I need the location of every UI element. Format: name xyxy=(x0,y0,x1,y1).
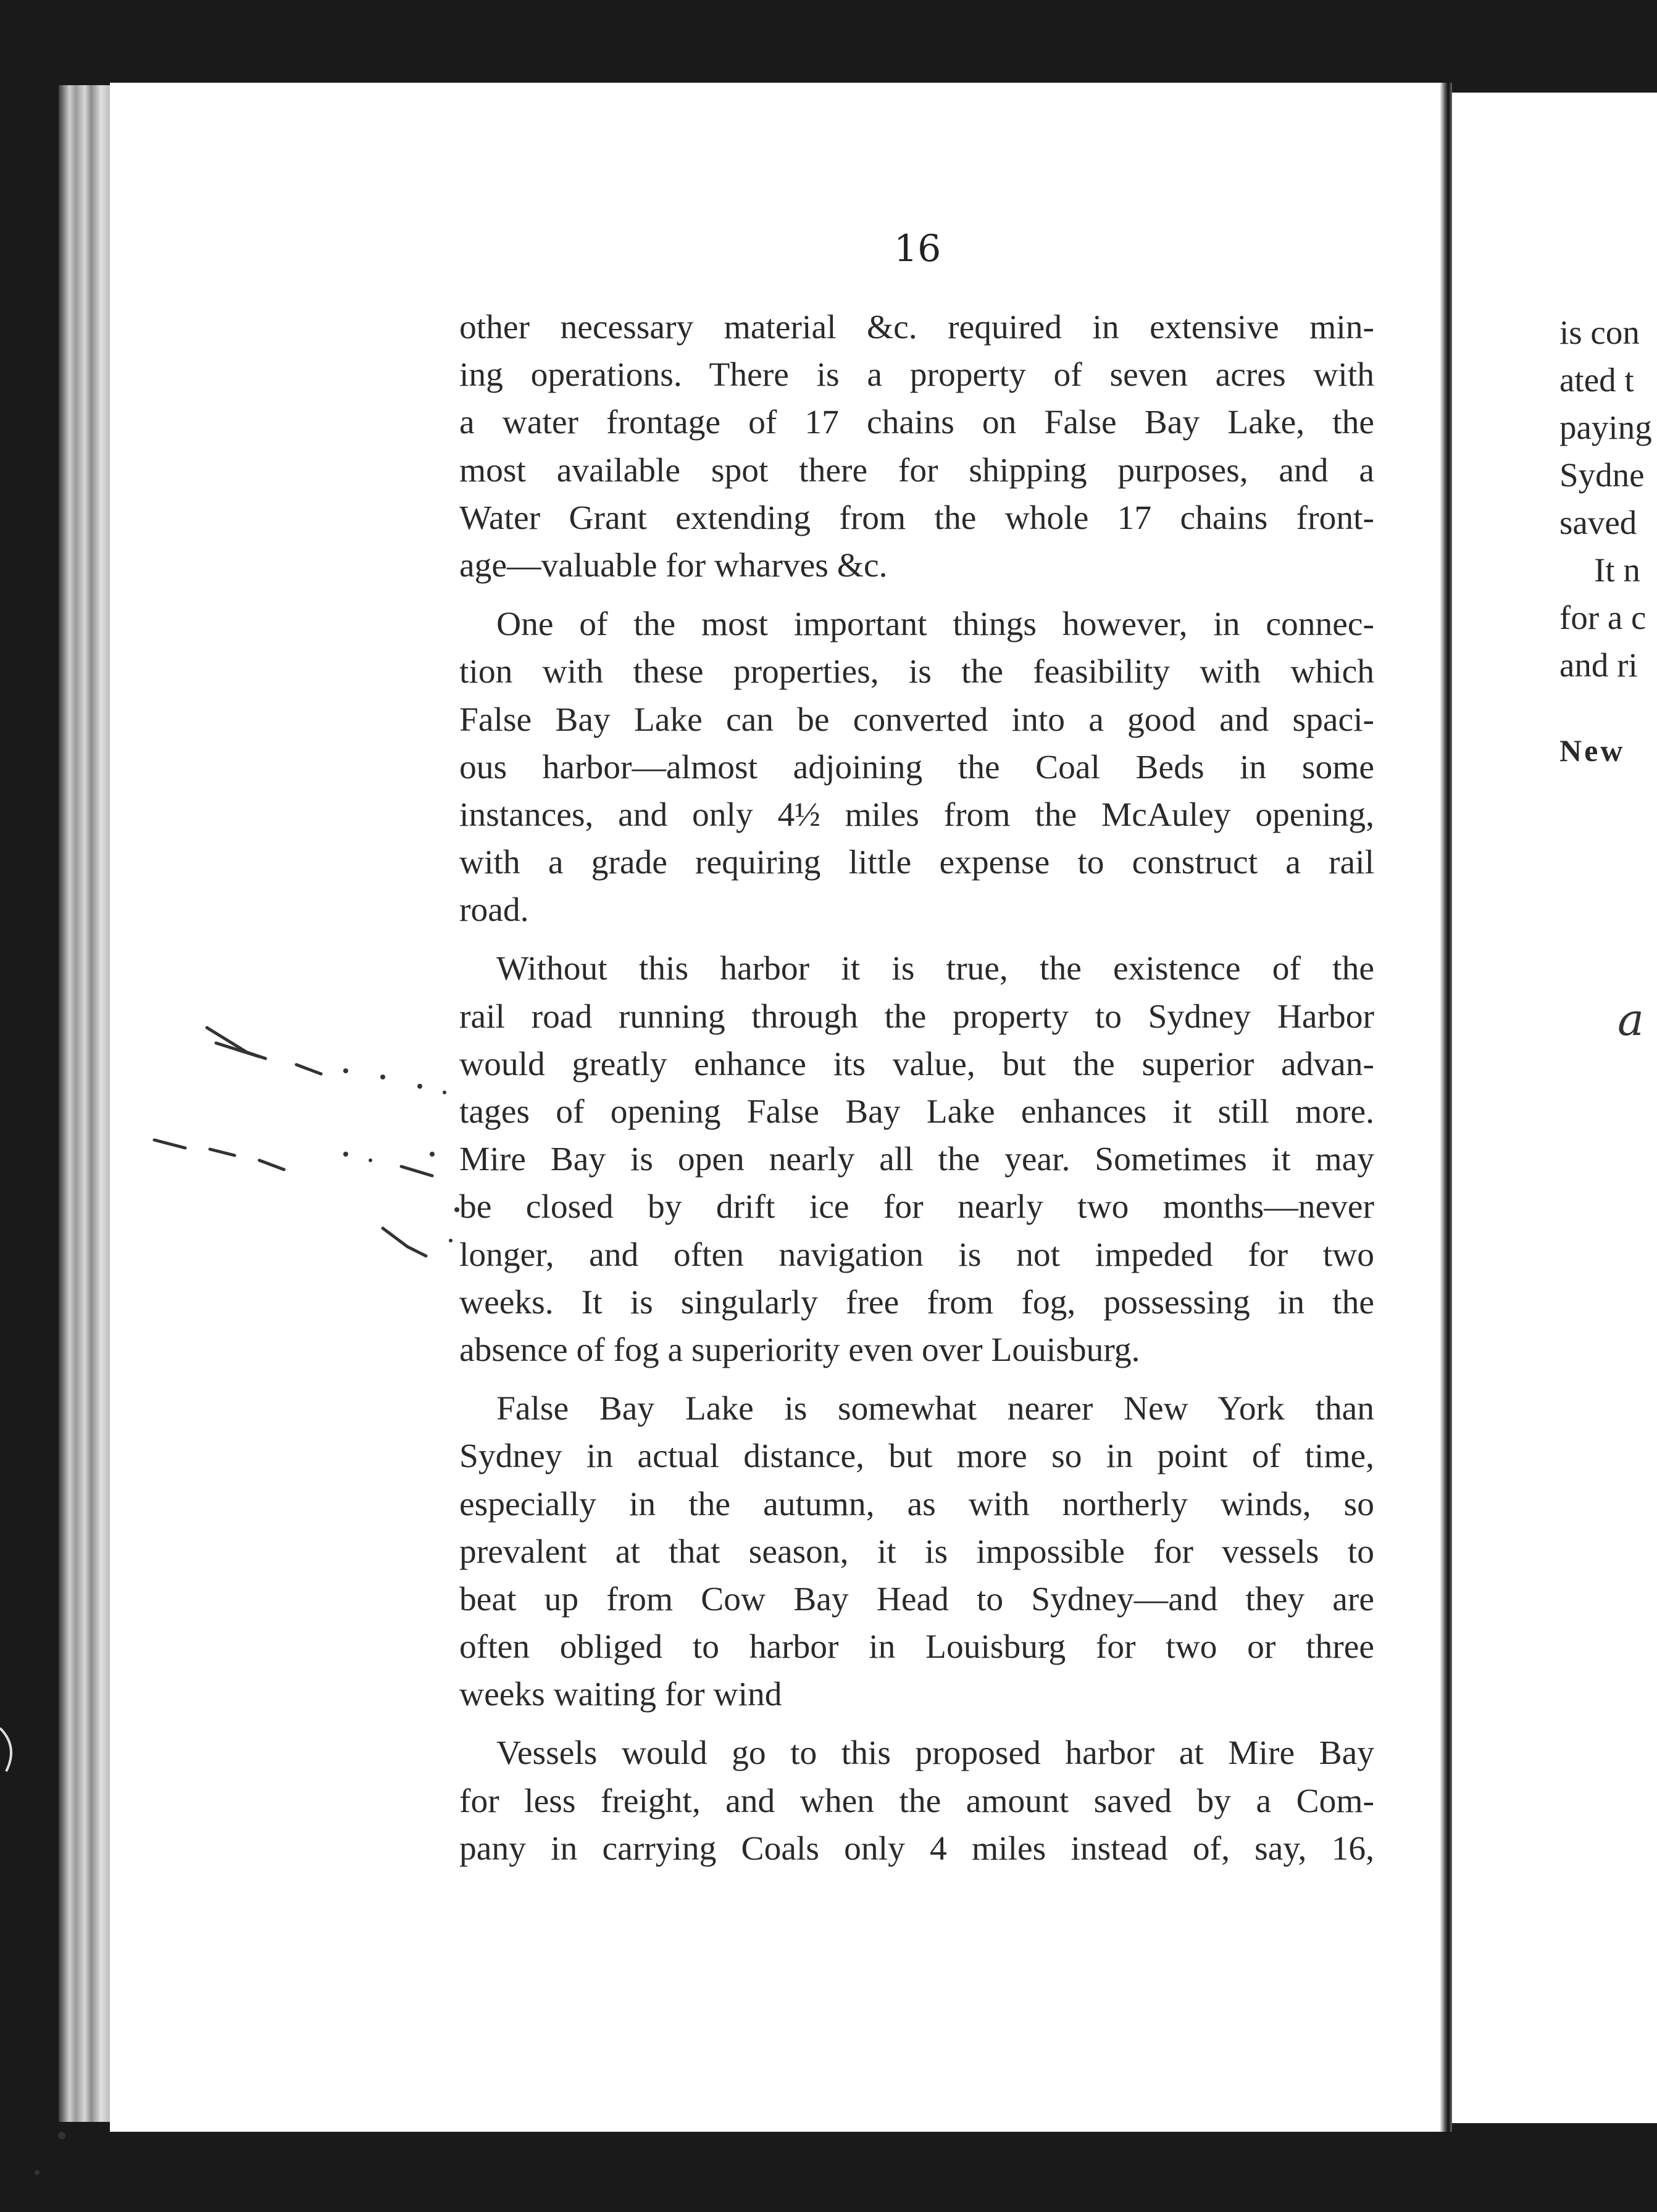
text-line: with a grade requiring little expense to construct a rail xyxy=(459,844,1374,882)
paragraph xyxy=(459,601,1374,934)
text-line: absence of fog a superiority even over Louisburg. xyxy=(459,1331,1140,1369)
paragraph xyxy=(459,1385,1374,1718)
text-line: Sydney in actual distance, but more so in point of time, xyxy=(459,1437,1374,1476)
text-line: rail road running through the property to Sydney Harbor xyxy=(459,997,1374,1036)
text-fragment: for a c xyxy=(1559,599,1647,636)
text-line: False Bay Lake can be converted into a good and spaci- xyxy=(459,701,1374,739)
text-line: False Bay Lake is somewhat nearer New York than xyxy=(496,1390,1374,1428)
text-line: ing operations. There is a property of seven acres with xyxy=(459,356,1374,394)
text-fragment: ated t xyxy=(1559,361,1634,399)
handwritten-fragment: a xyxy=(1617,994,1644,1046)
text-line: longer, and often navigation is not impeded for two xyxy=(459,1236,1374,1274)
text-line: prevalent at that season, it is impossible for vessels to xyxy=(459,1532,1374,1571)
text-line: would greatly enhance its value, but the superior advan- xyxy=(459,1045,1374,1083)
paragraph xyxy=(459,945,1374,1374)
text-line: Water Grant extending from the whole 17 chains front- xyxy=(459,499,1374,537)
text-line: road. xyxy=(459,891,529,929)
text-line: One of the most important things however, in connec- xyxy=(496,605,1374,644)
text-line: weeks. It is singularly free from fog, possessing in the xyxy=(459,1283,1374,1321)
page-number: 16 xyxy=(894,227,941,270)
text-line: weeks waiting for wind xyxy=(459,1676,782,1714)
book-gutter xyxy=(1440,83,1452,2132)
text-fragment: paying xyxy=(1559,409,1652,446)
text-line: pany in carrying Coals only 4 miles instead of, say, 16, xyxy=(459,1829,1374,1868)
paragraph xyxy=(459,304,1374,589)
text-fragment: Sydne xyxy=(1559,456,1645,494)
body-text xyxy=(459,304,1374,1884)
paragraph xyxy=(459,1729,1374,1873)
text-line: Vessels would go to this proposed harbor at Mire Bay xyxy=(496,1734,1374,1773)
text-line: for less freight, and when the amount saved by a Com- xyxy=(459,1782,1374,1820)
text-line: other necessary material &c. required in extensive min- xyxy=(459,309,1374,346)
text-line: most available spot there for shipping purposes, and a xyxy=(459,451,1374,489)
text-line: be closed by drift ice for nearly two months—never xyxy=(459,1188,1374,1226)
text-line: especially in the autumn, as with northerly winds, so xyxy=(459,1485,1374,1523)
text-fragment: saved xyxy=(1559,504,1637,541)
text-fragment: It n xyxy=(1594,551,1640,589)
text-line: often obliged to harbor in Louisburg for two or three xyxy=(459,1628,1374,1666)
text-fragment: is con xyxy=(1559,314,1640,351)
text-line: Without this harbor it is true, the existence of the xyxy=(496,950,1374,988)
text-line: ous harbor—almost adjoining the Coal Beds in some xyxy=(459,748,1374,786)
text-line: Mire Bay is open nearly all the year. Sometimes it may xyxy=(459,1141,1374,1179)
text-line: instances, and only 4½ miles from the McAuley opening, xyxy=(459,796,1374,834)
facing-page-text xyxy=(1559,309,1657,775)
text-line: a water frontage of 17 chains on False Bay Lake, the xyxy=(459,404,1374,442)
text-line: beat up from Cow Bay Head to Sydney—and they are xyxy=(459,1580,1374,1618)
text-line: tion with these properties, is the feasibility with which xyxy=(459,653,1374,691)
text-line: age—valuable for wharves &c. xyxy=(459,546,888,584)
text-fragment: and ri xyxy=(1559,646,1638,684)
text-line: tages of opening False Bay Lake enhances it still more. xyxy=(459,1093,1374,1131)
heading-fragment: New xyxy=(1559,733,1626,768)
